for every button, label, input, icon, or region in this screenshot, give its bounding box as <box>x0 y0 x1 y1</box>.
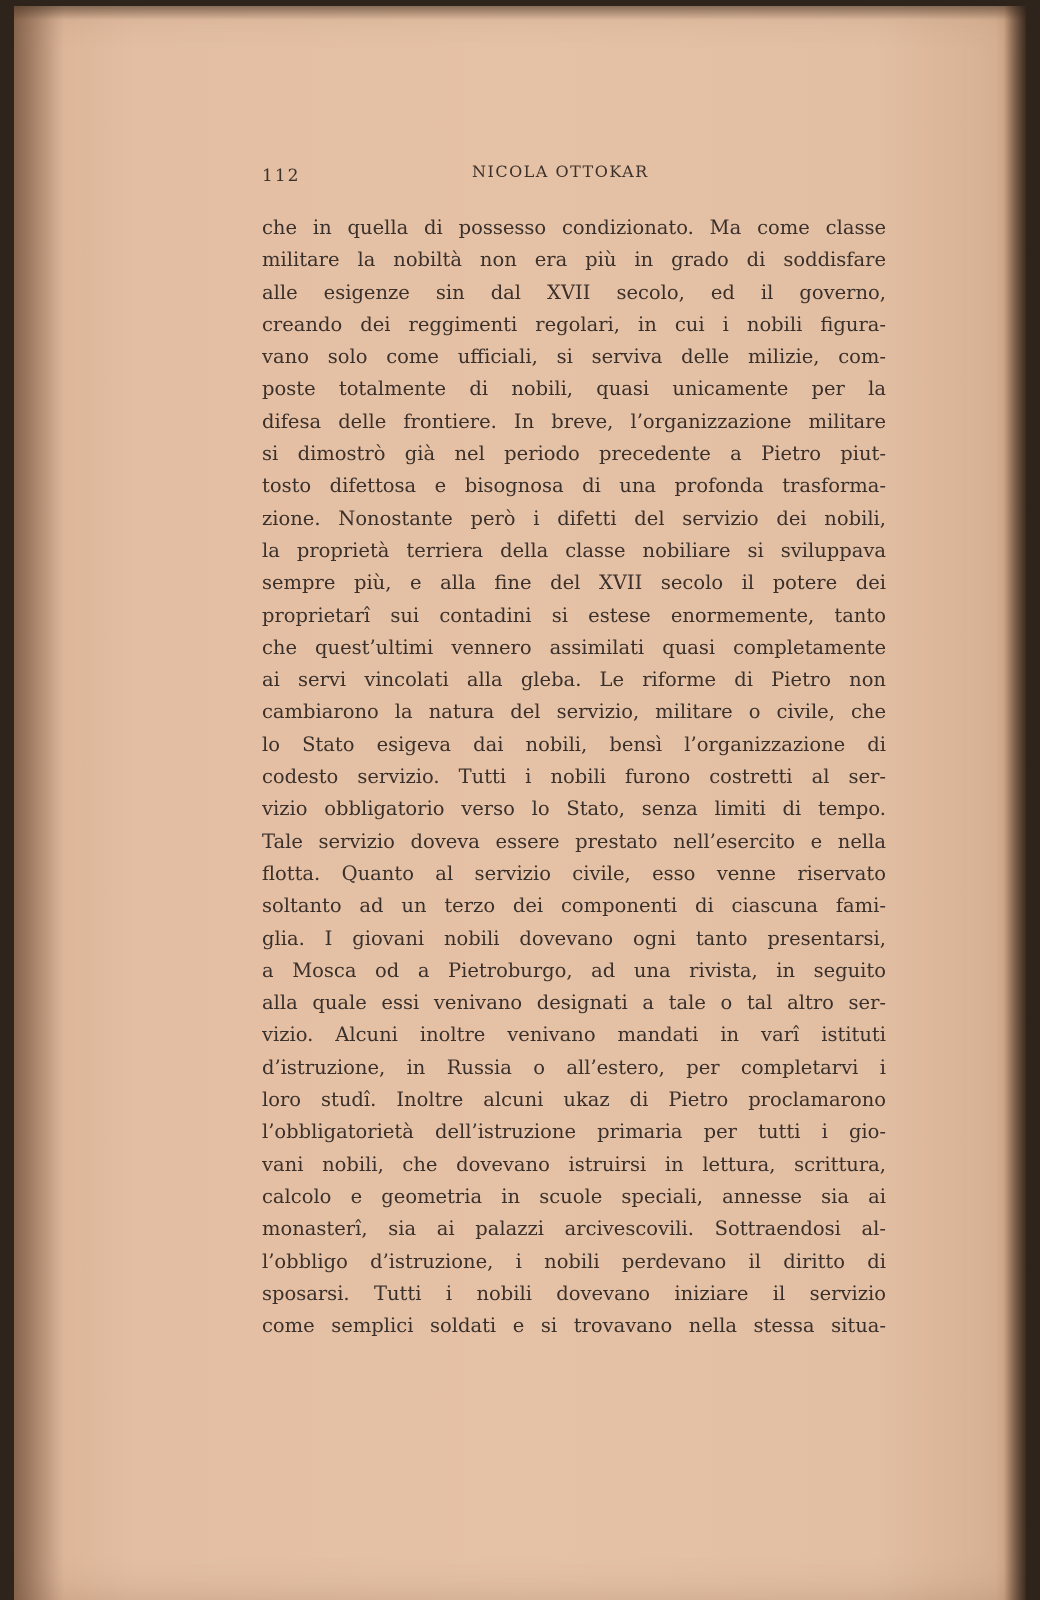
page-number: 112 <box>262 166 301 186</box>
text-line: vizio. Alcuni inoltre venivano mandati in varî istituti <box>262 1023 886 1047</box>
spine-shadow <box>14 6 64 1600</box>
text-line: proprietarî sui contadini si estese enormemente, tanto <box>262 603 886 627</box>
body-text <box>262 212 886 1342</box>
text-line: vano solo come ufficiali, si serviva delle milizie, com- <box>262 345 886 369</box>
text-line: flotta. Quanto al servizio civile, esso venne riservato <box>262 861 886 885</box>
text-line: Tale servizio doveva essere prestato nell’esercito e nella <box>262 829 886 853</box>
text-line: zione. Nonostante però i difetti del servizio dei nobili, <box>262 506 886 530</box>
text-line: che quest’ultimi vennero assimilati quasi completamente <box>262 635 886 659</box>
text-line: calcolo e geometria in scuole speciali, annesse sia ai <box>262 1184 886 1208</box>
text-line: difesa delle frontiere. In breve, l’organizzazione militare <box>262 409 886 433</box>
text-line: militare la nobiltà non era più in grado di soddisfare <box>262 248 886 272</box>
text-line: la proprietà terriera della classe nobiliare si sviluppava <box>262 538 886 562</box>
text-line: creando dei reggimenti regolari, in cui i nobili figura- <box>262 312 886 336</box>
text-line: l’obbligo d’istruzione, i nobili perdevano il diritto di <box>262 1249 886 1273</box>
text-line: sempre più, e alla fine del XVII secolo il potere dei <box>262 571 886 595</box>
page-header <box>262 158 902 188</box>
text-line: cambiarono la natura del servizio, militare o civile, che <box>262 700 886 724</box>
text-line: sposarsi. Tutti i nobili dovevano iniziare il servizio <box>262 1281 886 1305</box>
text-line: che in quella di possesso condizionato. Ma come classe <box>262 216 886 239</box>
top-edge-shadow <box>14 6 1026 20</box>
text-line: monasterî, sia ai palazzi arcivescovili. Sottraendosi al- <box>262 1217 886 1241</box>
text-line: l’obbligatorietà dell’istruzione primaria per tutti i gio- <box>262 1120 886 1144</box>
text-line: a Mosca od a Pietroburgo, ad una rivista, in seguito <box>262 958 886 982</box>
text-line: loro studî. Inoltre alcuni ukaz di Pietro proclamarono <box>262 1088 886 1112</box>
text-line: codesto servizio. Tutti i nobili furono costretti al ser- <box>262 765 886 789</box>
text-line: vani nobili, che dovevano istruirsi in lettura, scrittura, <box>262 1152 886 1176</box>
text-line: ai servi vincolati alla gleba. Le riforme di Pietro non <box>262 668 886 692</box>
running-head: NICOLA OTTOKAR <box>472 162 649 181</box>
text-line: come semplici soldati e si trovavano nella stessa situa- <box>262 1314 886 1338</box>
text-line: alle esigenze sin dal XVII secolo, ed il governo, <box>262 280 886 304</box>
text-line: si dimostrò già nel periodo precedente a Pietro piut- <box>262 442 886 466</box>
text-line: lo Stato esigeva dai nobili, bensì l’organizzazione di <box>262 732 886 756</box>
text-line: tosto difettosa e bisognosa di una profonda trasforma- <box>262 474 886 498</box>
text-line: vizio obbligatorio verso lo Stato, senza limiti di tempo. <box>262 797 886 821</box>
text-line: glia. I giovani nobili dovevano ogni tanto presentarsi, <box>262 926 886 950</box>
text-line: alla quale essi venivano designati a tale o tal altro ser- <box>262 991 886 1015</box>
text-line: soltanto ad un terzo dei componenti di ciascuna fami- <box>262 894 886 918</box>
text-line: d’istruzione, in Russia o all’estero, per completarvi i <box>262 1055 886 1079</box>
right-edge-shadow <box>1004 6 1026 1600</box>
text-line: poste totalmente di nobili, quasi unicamente per la <box>262 377 886 401</box>
